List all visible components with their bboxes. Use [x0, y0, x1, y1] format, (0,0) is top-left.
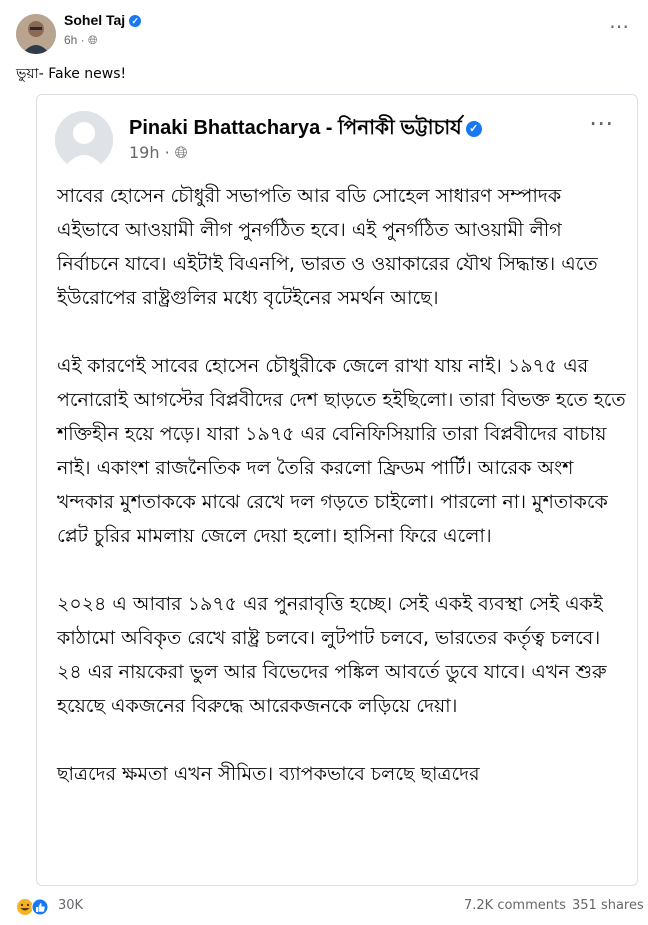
paragraph: ২০২৪ এ আবার ১৯৭৫ এর পুনরাবৃত্তি হচ্ছে। সেই একই ব্যবস্থা সেই একই কাঠামো অবিকৃত রেখে রাষ্ট্র চলবে। লুটপাট চলবে, ভারতের কর্তৃত্ব চলবে। ২৪ এর নায়কেরা ভুল আর বিভেদের পঙ্কিল আবর্তে ডুবে যাবে। এখন শুরু হয়েছে একজনের বিরুদ্ধে আরেকজনকে লড়িয়ে দেয়া। [57, 593, 607, 717]
reactions-bar [0, 896, 648, 918]
author-avatar[interactable] [16, 14, 56, 54]
timestamp-text[interactable]: 6h · [64, 33, 85, 47]
globe-icon: 🌐︎ [174, 143, 188, 162]
author-name-text[interactable]: Sohel Taj [64, 12, 126, 28]
shared-author-name-text[interactable]: Pinaki Bhattacharya - পিনাকী ভট্টাচার্য [129, 117, 462, 139]
shared-more-options-icon[interactable]: ⋯ [589, 109, 615, 137]
reaction-count[interactable]: 30K [58, 898, 84, 913]
comments-count[interactable]: 7.2K comments [464, 898, 566, 913]
post-text: ভুয়া- Fake news! [16, 66, 127, 82]
verified-badge-icon: ✓ [466, 121, 482, 137]
paragraph: সাবের হোসেন চৌধুরী সভাপতি আর বডি সোহেল সাধারণ সম্পাদক এইভাবে আওয়ামী লীগ পুনর্গঠিত হবে। এই পুনর্গঠিত আওয়ামী লীগ নির্বাচনে যাবে। এইটাই বিএনপি, ভারত ও ওয়াকারের যৌথ সিদ্ধান্ত। এতে ইউরোপের রাষ্ট্রগুলির মধ্যে বৃটেইনের সমর্থন আছে। [57, 185, 598, 309]
author-name[interactable] [64, 12, 141, 28]
shared-timestamp-text[interactable]: 19h · [129, 143, 170, 162]
verified-badge-icon: ✓ [129, 15, 141, 27]
reaction-icons[interactable] [16, 898, 52, 916]
paragraph: ছাত্রদের ক্ষমতা এখন সীমিত। ব্যাপকভাবে চলছে ছাত্রদের [57, 763, 480, 785]
shared-post-card[interactable] [36, 94, 638, 886]
globe-icon: 🌐︎ [88, 33, 98, 47]
shared-author-avatar[interactable] [55, 111, 113, 169]
shares-count[interactable]: 351 shares [572, 898, 644, 913]
shared-post-timestamp[interactable] [129, 143, 188, 163]
shared-author-name[interactable] [129, 113, 482, 146]
more-options-icon[interactable]: ⋯ [609, 14, 630, 38]
post-timestamp[interactable] [64, 33, 98, 48]
paragraph: এই কারণেই সাবের হোসেন চৌধুরীকে জেলে রাখা যায় নাই। ১৯৭৫ এর পনোরোই আগস্টের বিপ্লবীদের দেশ ছাড়তে হইছিলো। তারা বিভক্ত হতে হতে শক্তিহীন হয়ে পড়ে। যারা ১৯৭৫ এর বেনিফিসিয়ারি তারা বিপ্লবীদের বাচায় নাই। একাংশ রাজনৈতিক দল তৈরি করলো ফ্রিডম পার্টি। আরেক অংশ খন্দকার মুশতাককে মাঝে রেখে দল গড়তে চাইলো। পারলো না। মুশতাককে প্লেট চুরির মামলায় জেলে দেয়া হলো। হাসিনা ফিরে এলো। [57, 355, 626, 547]
shared-post-content [57, 179, 627, 825]
